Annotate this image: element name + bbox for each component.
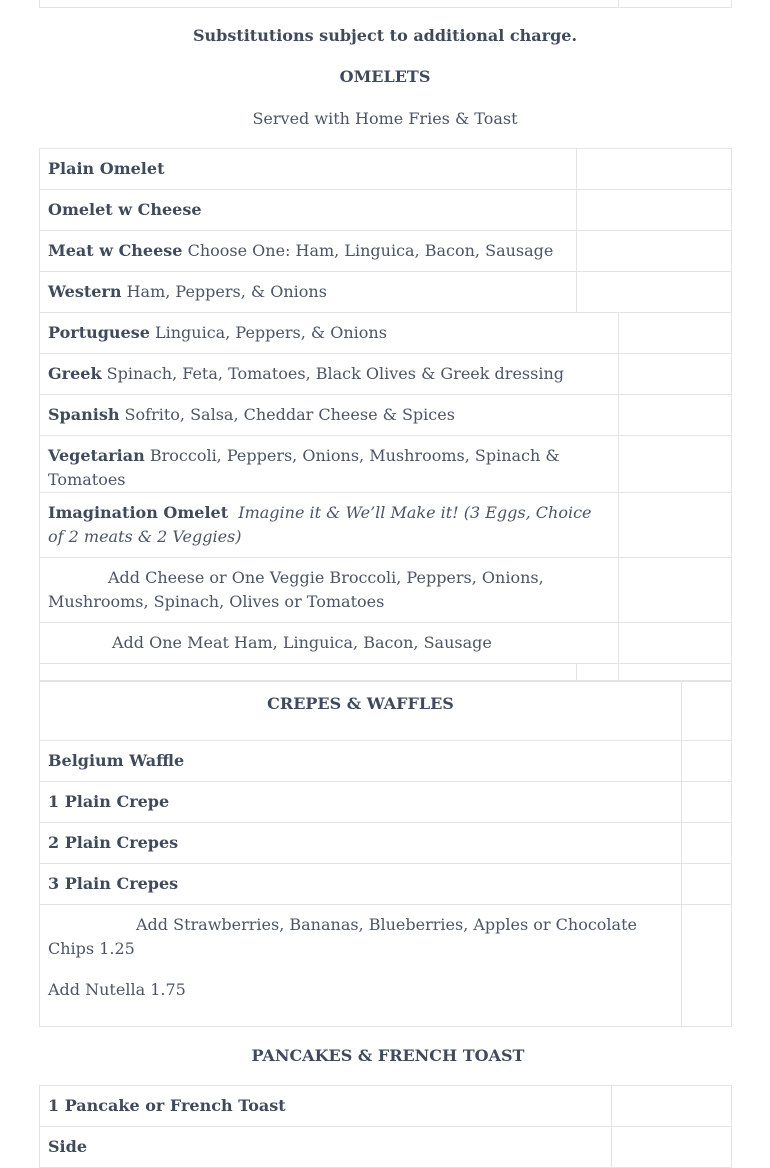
item-description: Ham, Peppers, & Onions — [121, 282, 327, 301]
item-name: Imagination Omelet — [48, 503, 229, 522]
table-row — [40, 1086, 732, 1127]
item-name: Portuguese — [48, 323, 150, 342]
price-cell — [577, 272, 732, 313]
price-cell — [619, 395, 732, 436]
table-row — [40, 313, 732, 354]
table-row — [40, 682, 732, 741]
table-row — [40, 231, 732, 272]
item-name: Omelet w Cheese — [48, 200, 202, 219]
table-cell — [40, 664, 577, 681]
table-row — [40, 823, 732, 864]
price-cell — [682, 741, 732, 782]
addon-meat: Add One Meat Ham, Linguica, Bacon, Sausage — [112, 633, 492, 652]
price-cell — [682, 823, 732, 864]
item-name: 1 Pancake or French Toast — [48, 1096, 286, 1115]
item-name: Vegetarian — [48, 446, 145, 465]
item-name: 2 Plain Crepes — [48, 833, 179, 852]
table-row — [40, 190, 732, 231]
table-row — [40, 664, 732, 681]
item-name: Greek — [48, 364, 102, 383]
price-cell — [612, 1127, 732, 1168]
previous-section-table — [39, 0, 732, 8]
table-row — [40, 741, 732, 782]
price-cell — [682, 905, 732, 1027]
table-row — [40, 354, 732, 395]
table-row — [40, 782, 732, 823]
price-cell — [682, 682, 732, 741]
price-cell — [682, 864, 732, 905]
table-row — [40, 905, 732, 1027]
item-description: Broccoli, Peppers, Onions, Mushrooms, Spinach & Tomatoes — [48, 446, 560, 489]
price-cell — [577, 190, 732, 231]
price-cell — [682, 782, 732, 823]
price-cell — [619, 0, 732, 8]
omelets-subheading: Served with Home Fries & Toast — [252, 109, 518, 128]
table-row — [40, 149, 732, 190]
item-description: Sofrito, Salsa, Cheddar Cheese & Spices — [119, 405, 455, 424]
item-name: Belgium Waffle — [48, 751, 185, 770]
table-cell — [577, 664, 619, 681]
price-cell — [619, 558, 732, 623]
table-row — [40, 436, 732, 493]
addon-nutella: Add Nutella 1.75 — [48, 980, 186, 999]
table-row — [40, 395, 732, 436]
addon-fruit: Add Strawberries, Bananas, Blueberries, Apples or Chocolate Chips 1.25 — [48, 915, 637, 958]
price-cell — [619, 664, 732, 681]
price-cell — [619, 623, 732, 664]
price-cell — [612, 1086, 732, 1127]
omelets-heading: OMELETS — [339, 67, 431, 86]
item-name: Western — [48, 282, 122, 301]
price-cell — [619, 354, 732, 395]
item-name: Spanish — [48, 405, 120, 424]
item-name: 1 Plain Crepe — [48, 792, 170, 811]
crepes-table — [39, 681, 732, 1027]
table-row — [40, 864, 732, 905]
table-row — [40, 493, 732, 558]
price-cell — [577, 149, 732, 190]
table-row — [40, 558, 732, 623]
item-description: Imagine it & We’ll Make it! (3 Eggs, Choice of 2 meats & 2 Veggies) — [48, 503, 592, 546]
table-row — [40, 272, 732, 313]
table-row — [40, 1127, 732, 1168]
omelets-table — [39, 148, 732, 681]
price-cell — [619, 436, 732, 493]
item-description: Choose One: Ham, Linguica, Bacon, Sausage — [182, 241, 554, 260]
table-cell — [40, 0, 619, 8]
pancakes-table — [39, 1085, 732, 1168]
item-name: Meat w Cheese — [48, 241, 183, 260]
item-name: Side — [48, 1137, 87, 1156]
item-description: Spinach, Feta, Tomatoes, Black Olives & Greek dressing — [101, 364, 564, 383]
item-description: Linguica, Peppers, & Onions — [149, 323, 387, 342]
price-cell — [577, 231, 732, 272]
table-row — [40, 623, 732, 664]
item-name: 3 Plain Crepes — [48, 874, 179, 893]
crepes-heading: CREPES & WAFFLES — [267, 694, 454, 713]
addon-cheese-veggie: Add Cheese or One Veggie Broccoli, Peppers, Onions, Mushrooms, Spinach, Olives or Tomatoes — [48, 568, 544, 611]
pancakes-heading: PANCAKES & FRENCH TOAST — [251, 1046, 525, 1065]
item-name: Plain Omelet — [48, 159, 165, 178]
price-cell — [619, 493, 732, 558]
substitutions-notice: Substitutions subject to additional charge. — [192, 26, 578, 45]
price-cell — [619, 313, 732, 354]
